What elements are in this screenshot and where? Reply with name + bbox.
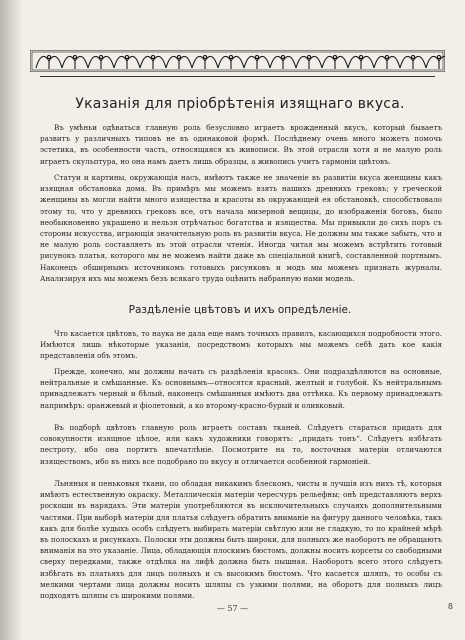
page-binding-shadow (0, 0, 22, 640)
paragraph-6: Льняныя и пеньковыя ткани, по обладая никакимъ блескомъ, чисты и лучшія изъ нихъ тѣ, которыя имѣютъ естественную окраску. Металлическія матеріи чересчуръ рельефны; онѣ представляютъ верхъ роскоши въ нарядахъ. Эти матеріи употребляются въ исключительныхъ случаяхъ дополнительными частями. При выборѣ матеріи для платья слѣдуетъ обратить вниманіе на фигуру данного человѣка, такъ какъ для болѣе худыхъ особъ слѣдуетъ выбирать матеріи свѣтлую или не гладкую, то по крайней мѣрѣ въ полоскахъ и рисункахъ. Полоски эти должны быть широки, для полныхъ же наоборотъ не обращаютъ вниманія на это указаніе. Лица, обладающія плоскимъ бюстомъ, должны носить корсеты со свободными сверху передками, также отдѣлка на лифѣ должна быть пышная. Наоборотъ всего этого слѣдуетъ избѣгать въ платьяхъ для лицъ полныхъ и съ высокимъ бюстомъ. Что касается шляпъ, то особы съ мелкими чертами лица должны носить шляпы съ узкими полями, на оборотъ для полныхъ лицъ подходятъ шляпы съ широкими полями. (40, 479, 443, 601)
page-number: — 57 — (216, 604, 249, 613)
paragraph-3: Что касается цвѣтовъ, то наука не дала еще намъ точныхъ правилъ, касающихся подробности этого. Имѣются лишь нѣкоторые указанія, посредствомъ которыхъ мы можемъ себѣ дать кое какія представленія объ этомъ. (40, 329, 442, 361)
ornamental-frieze-icon (30, 50, 445, 72)
paragraph-5: Въ подборѣ цвѣтовъ главную роль играетъ составъ тканей. Слѣдуетъ стараться придать для совокупности изящное цѣлое, или какъ художники говорятъ: „придать тонъ“. Слѣдуетъ избѣгать пестроту, ибо она портитъ впечатлѣніе. Посмотрите на то, восточныя матеріи отличаются изяществомъ, ибо въ нихъ все подобрано по вкусу и отличается особенной гармоніей. (40, 423, 442, 466)
paragraph-2: Статуи и картины, окружающія насъ, имѣютъ также не значеніе въ развитіи вкуса женщины какъ изящная обстановка дома. Въ примѣръ мы можемъ взять нашихъ древнихъ грековъ; у греческой женщины въ могли найти много изящества и красоты въ окружающей ея обстановкѣ, способствовало этому то, что у древнихъ грековъ все, отъ начала мизерной вещицы, до изображенія боговъ, было необыкновенно украшено и нельзя отрѣчатьос богатства и изящества. Мы привыкли до сихъ поръ съ стороны искусства, играющія значительную роль въ развитіи вкуса. Не должны мы также забыть, что и не малую роль составляетъ въ этой отрасли чтенія. Иногда читая мы можемъ встрѣтить готовый рисунокъ платья, которого мы не можемъ найти даже въ спеціальной книгѣ, составленной портнымъ. Наконецъ обширнымъ источникомъ готовыхъ рисунковъ и модъ мы можемъ признать журналы. Анализируя ихъ мы можемъ безъ всякаго труда оцѣнить набранную нами модель. (40, 173, 442, 283)
section-heading: Указанія для пріобрѣтенія изящнаго вкуса. (75, 96, 405, 112)
printer-signature-mark: 8 (447, 602, 453, 611)
top-rule (40, 76, 435, 77)
paragraph-4: Прежде, конечно, мы должны начать съ раздѣленія красокъ. Они подраздѣляются на основные, нейтральные и смѣшанные. Къ основнымъ—относятся красный, желтый и голубой. Къ нейтральнымъ принадлежатъ черный и бѣлый, наконецъ смѣшанныя имѣютъ два оттѣнка. Къ первому принадлежатъ напримѣръ: оранжевый и фіолетовый, а ко второму-красно-бурый и оливковый. (40, 367, 442, 410)
paragraph-1: Въ умѣньи одѣваться главную роль безусловно играетъ врожденный вкусъ, который бываетъ развитъ у различныхъ типовъ не въ одинаковой формѣ. Послѣднему очень много можетъ помочь эстетика, въ особенности часть, относящаяся къ живописи. Въ этой отрасли хотя и не малую роль играетъ скульптура, но она намъ даетъ лишь образцы, а живопись учитъ гармоніи цвѣтовъ. (40, 123, 442, 166)
subsection-heading: Раздѣленіе цвѣтовъ и ихъ опредѣленіе. (128, 304, 352, 316)
